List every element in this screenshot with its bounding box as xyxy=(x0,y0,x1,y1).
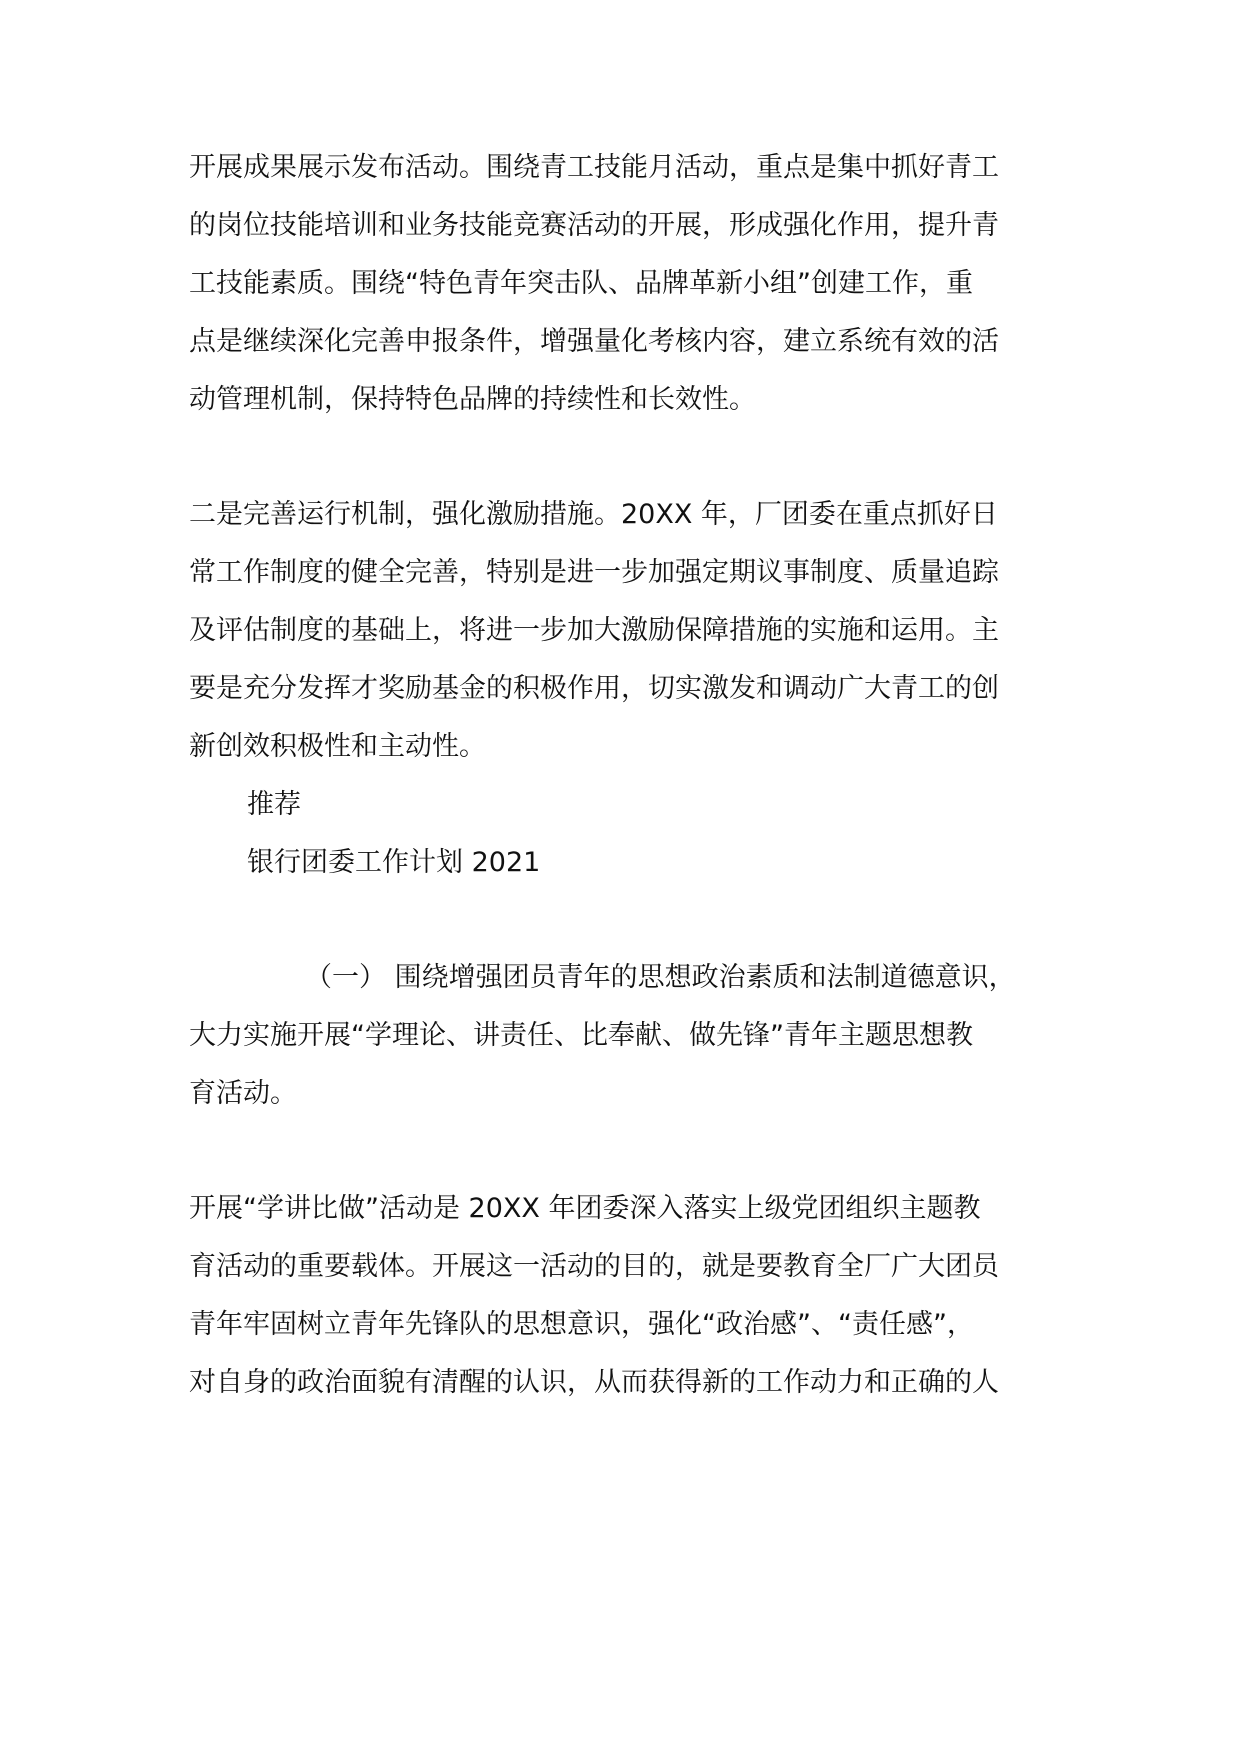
paragraph-2-line-2: 常工作制度的健全完善，特别是进一步加强定期议事制度、质量追踪 xyxy=(189,557,999,588)
recommend-label: 推荐 xyxy=(247,789,301,820)
paragraph-4-line-3: 青年牢固树立青年先锋队的思想意识，强化“政治感”、“责任感”， xyxy=(189,1309,974,1340)
paragraph-4-line-2: 育活动的重要载体。开展这一活动的目的，就是要教育全厂广大团员 xyxy=(189,1251,999,1282)
recommend-title: 银行团委工作计划 2021 xyxy=(247,847,541,878)
paragraph-2-line-1: 二是完善运行机制，强化激励措施。20XX 年，厂团委在重点抓好日 xyxy=(189,499,998,530)
paragraph-3-line-3: 育活动。 xyxy=(189,1078,297,1109)
paragraph-4-line-1: 开展“学讲比做”活动是 20XX 年团委深入落实上级党团组织主题教 xyxy=(189,1193,981,1224)
paragraph-4-line-4: 对自身的政治面貌有清醒的认识，从而获得新的工作动力和正确的人 xyxy=(189,1367,999,1398)
paragraph-1-line-5: 动管理机制，保持特色品牌的持续性和长效性。 xyxy=(189,384,756,415)
paragraph-3-line-2: 大力实施开展“学理论、讲责任、比奉献、做先锋”青年主题思想教 xyxy=(189,1020,973,1051)
paragraph-1-line-4: 点是继续深化完善申报条件，增强量化考核内容，建立系统有效的活 xyxy=(189,326,999,357)
paragraph-1-line-3: 工技能素质。围绕“特色青年突击队、品牌革新小组”创建工作，重 xyxy=(189,268,973,299)
paragraph-2-line-5: 新创效积极性和主动性。 xyxy=(189,731,486,762)
paragraph-1-line-1: 开展成果展示发布活动。围绕青工技能月活动，重点是集中抓好青工 xyxy=(189,152,999,183)
paragraph-1-line-2: 的岗位技能培训和业务技能竞赛活动的开展，形成强化作用，提升青 xyxy=(189,210,999,241)
paragraph-2-line-3: 及评估制度的基础上，将进一步加大激励保障措施的实施和运用。主 xyxy=(189,615,999,646)
paragraph-2-line-4: 要是充分发挥才奖励基金的积极作用，切实激发和调动广大青工的创 xyxy=(189,673,999,704)
paragraph-3-line-1: （一） 围绕增强团员青年的思想政治素质和法制道德意识， xyxy=(305,962,1016,993)
